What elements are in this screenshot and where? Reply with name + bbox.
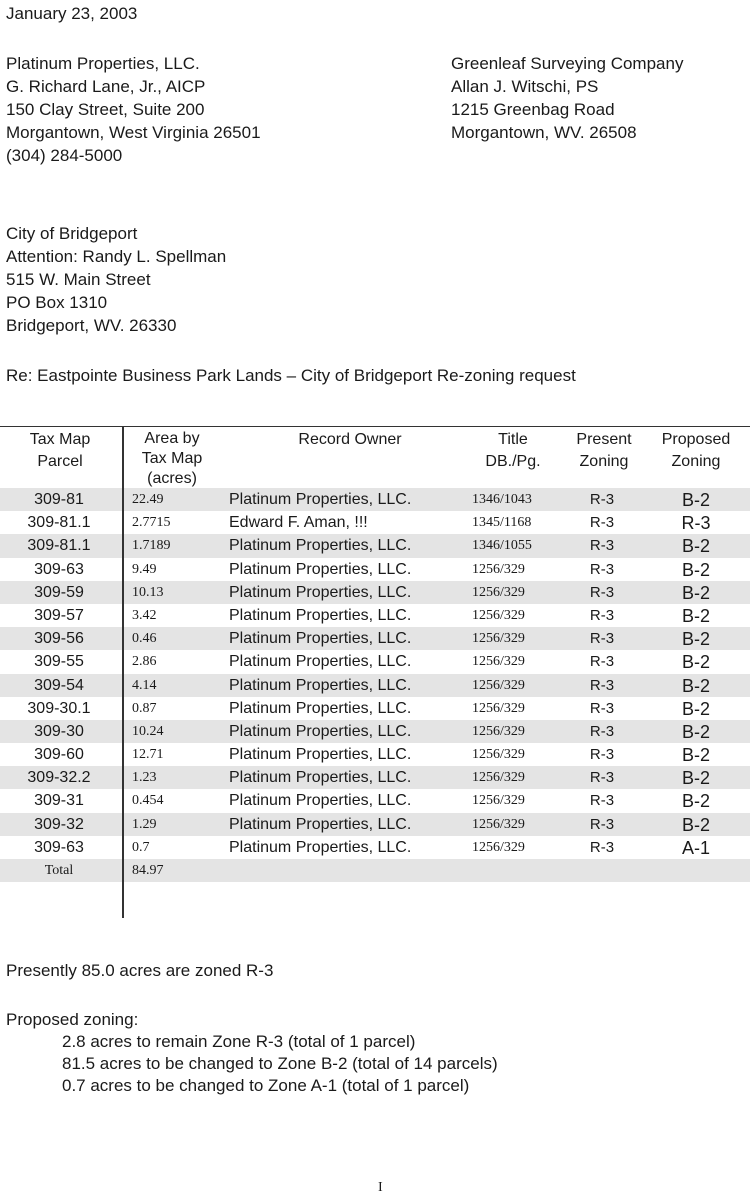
total-area: 84.97 <box>132 863 164 878</box>
cell-parcel: 309-55 <box>34 653 84 671</box>
cell-present: R-3 <box>589 792 615 810</box>
cell-owner: Edward F. Aman, !!! <box>229 514 368 532</box>
cell-proposed: A-1 <box>681 837 710 858</box>
cell-proposed: B-2 <box>681 629 710 650</box>
cell-proposed: B-2 <box>681 791 710 812</box>
table-row <box>0 813 750 836</box>
total-label: Total <box>44 863 74 878</box>
cell-title: 1256/329 <box>472 723 525 739</box>
cell-present: R-3 <box>589 491 615 508</box>
table-row <box>0 511 750 534</box>
cell-proposed: B-2 <box>681 814 710 835</box>
proposed-item: 2.8 acres to remain Zone R-3 (total of 1 parcel) <box>62 1032 416 1051</box>
cell-title: 1256/329 <box>472 654 525 670</box>
proposed-item: 0.7 acres to be changed to Zone A-1 (total of 1 parcel) <box>62 1076 470 1095</box>
table-row <box>0 743 750 766</box>
cell-parcel: 309-57 <box>34 606 84 624</box>
header-owner: Record Owner <box>298 431 402 448</box>
cell-present: R-3 <box>589 838 615 856</box>
cell-present: R-3 <box>589 653 615 671</box>
cell-owner: Platinum Properties, LLC. <box>229 746 412 764</box>
table-row <box>0 627 750 650</box>
column-divider <box>122 426 124 918</box>
cell-area: 1.29 <box>132 816 157 832</box>
cell-proposed: B-2 <box>681 698 710 719</box>
cell-title: 1346/1055 <box>472 538 532 554</box>
table-header <box>0 426 750 489</box>
cell-area: 10.24 <box>132 723 164 739</box>
cell-parcel: 309-32 <box>34 815 84 833</box>
table-total-row <box>0 859 750 882</box>
recipient-line: Attention: Randy L. Spellman <box>6 247 227 266</box>
cell-owner: Platinum Properties, LLC. <box>229 583 412 601</box>
cell-proposed: B-2 <box>681 652 710 673</box>
cell-parcel: 309-63 <box>34 838 84 856</box>
cell-owner: Platinum Properties, LLC. <box>229 560 412 578</box>
table-row <box>0 534 750 557</box>
cell-owner: Platinum Properties, LLC. <box>229 769 412 787</box>
letter-date: January 23, 2003 <box>6 4 138 23</box>
table-row <box>0 674 750 697</box>
cell-present: R-3 <box>589 769 615 787</box>
cell-owner: Platinum Properties, LLC. <box>229 676 412 694</box>
cell-parcel: 309-30 <box>34 722 84 740</box>
table-row <box>0 836 750 859</box>
page-number: I <box>378 1180 383 1195</box>
cell-proposed: B-2 <box>681 721 710 742</box>
table-row <box>0 581 750 604</box>
cell-parcel: 309-30.1 <box>27 699 91 717</box>
cell-owner: Platinum Properties, LLC. <box>229 815 412 833</box>
cell-owner: Platinum Properties, LLC. <box>229 630 412 648</box>
cell-present: R-3 <box>589 514 615 532</box>
cell-present: R-3 <box>589 815 615 833</box>
cell-area: 2.7715 <box>132 515 171 531</box>
cell-present: R-3 <box>589 560 615 578</box>
proposed-item: 81.5 acres to be changed to Zone B-2 (total of 14 parcels) <box>62 1054 498 1073</box>
table-row <box>0 604 750 627</box>
cell-present: R-3 <box>589 630 615 648</box>
cell-proposed: B-2 <box>681 605 710 626</box>
table-row <box>0 697 750 720</box>
cell-parcel: 309-81 <box>34 491 84 508</box>
sender-line: G. Richard Lane, Jr., AICP <box>6 77 206 96</box>
header-present-zoning: Present Zoning <box>576 431 632 470</box>
cell-owner: Platinum Properties, LLC. <box>229 699 412 717</box>
cell-parcel: 309-32.2 <box>27 769 91 787</box>
cell-area: 12.71 <box>132 747 164 763</box>
sender-address <box>6 52 261 167</box>
cell-title: 1256/329 <box>472 793 525 809</box>
cell-area: 0.7 <box>132 839 150 855</box>
cell-proposed: R-3 <box>681 513 711 534</box>
cell-owner: Platinum Properties, LLC. <box>229 537 412 555</box>
cell-present: R-3 <box>589 676 615 694</box>
cell-title: 1256/329 <box>472 770 525 786</box>
sender-line: Platinum Properties, LLC. <box>6 54 200 73</box>
recipient-address <box>6 222 226 337</box>
subject-line: Re: Eastpointe Business Park Lands – City of Bridgeport Re-zoning request <box>6 366 576 385</box>
cell-title: 1346/1043 <box>472 492 532 507</box>
cell-area: 3.42 <box>132 607 157 623</box>
cell-parcel: 309-60 <box>34 746 84 764</box>
cell-area: 1.23 <box>132 770 157 786</box>
cell-parcel: 309-59 <box>34 583 84 601</box>
cell-owner: Platinum Properties, LLC. <box>229 838 412 856</box>
cell-area: 1.7189 <box>132 538 171 554</box>
cell-parcel: 309-56 <box>34 630 84 648</box>
cell-owner: Platinum Properties, LLC. <box>229 792 412 810</box>
cell-title: 1256/329 <box>472 839 525 855</box>
recipient-line: PO Box 1310 <box>6 293 108 312</box>
recipient-line: 515 W. Main Street <box>6 270 151 289</box>
cell-proposed: B-2 <box>681 675 710 696</box>
cell-parcel: 309-81.1 <box>27 537 91 555</box>
table-row <box>0 766 750 789</box>
cell-area: 9.49 <box>132 561 157 577</box>
cell-present: R-3 <box>589 606 615 624</box>
table-row <box>0 720 750 743</box>
table-row <box>0 488 750 511</box>
surveyor-line: Allan J. Witschi, PS <box>451 77 599 96</box>
cell-proposed: B-2 <box>681 582 710 603</box>
cell-title: 1256/329 <box>472 677 525 693</box>
recipient-line: City of Bridgeport <box>6 224 138 243</box>
cell-title: 1256/329 <box>472 631 525 647</box>
cell-title: 1256/329 <box>472 816 525 832</box>
table-row <box>0 789 750 812</box>
header-title: Title DB./Pg. <box>485 431 541 470</box>
cell-area: 0.46 <box>132 631 157 647</box>
cell-owner: Platinum Properties, LLC. <box>229 491 412 508</box>
surveyor-address <box>451 52 683 144</box>
cell-area: 2.86 <box>132 654 157 670</box>
cell-title: 1256/329 <box>472 607 525 623</box>
cell-present: R-3 <box>589 583 615 601</box>
cell-owner: Platinum Properties, LLC. <box>229 722 412 740</box>
cell-parcel: 309-81.1 <box>27 514 91 532</box>
surveyor-line: Greenleaf Surveying Company <box>451 54 684 73</box>
cell-owner: Platinum Properties, LLC. <box>229 606 412 624</box>
cell-present: R-3 <box>589 746 615 764</box>
cell-proposed: B-2 <box>681 559 710 580</box>
cell-proposed: B-2 <box>681 745 710 766</box>
cell-title: 1256/329 <box>472 700 525 716</box>
cell-present: R-3 <box>589 537 615 555</box>
header-proposed-zoning: Proposed Zoning <box>661 431 731 470</box>
cell-present: R-3 <box>589 699 615 717</box>
cell-area: 0.87 <box>132 700 157 716</box>
cell-title: 1256/329 <box>472 747 525 763</box>
header-parcel: Tax Map Parcel <box>29 431 91 470</box>
cell-proposed: B-2 <box>681 536 710 557</box>
surveyor-line: Morgantown, WV. 26508 <box>451 123 637 142</box>
sender-line: Morgantown, West Virginia 26501 <box>6 123 261 142</box>
table-row <box>0 558 750 581</box>
cell-proposed: B-2 <box>681 768 710 789</box>
cell-title: 1256/329 <box>472 561 525 577</box>
cell-parcel: 309-54 <box>34 676 84 694</box>
cell-title: 1345/1168 <box>472 515 532 531</box>
cell-area: 22.49 <box>132 492 164 507</box>
cell-area: 0.454 <box>132 793 164 809</box>
cell-area: 10.13 <box>132 584 164 600</box>
header-area: Area by Tax Map (acres) <box>141 430 203 487</box>
proposed-heading: Proposed zoning: <box>6 1010 139 1029</box>
sender-line: 150 Clay Street, Suite 200 <box>6 100 205 119</box>
surveyor-line: 1215 Greenbag Road <box>451 100 615 119</box>
cell-present: R-3 <box>589 722 615 740</box>
cell-parcel: 309-31 <box>34 792 84 810</box>
table-body <box>0 488 750 882</box>
recipient-line: Bridgeport, WV. 26330 <box>6 316 177 335</box>
table-row <box>0 650 750 673</box>
cell-parcel: 309-63 <box>34 560 84 578</box>
sender-line: (304) 284-5000 <box>6 146 123 165</box>
cell-owner: Platinum Properties, LLC. <box>229 653 412 671</box>
cell-area: 4.14 <box>132 677 157 693</box>
proposed-list <box>62 1031 498 1097</box>
cell-title: 1256/329 <box>472 584 525 600</box>
cell-proposed: B-2 <box>681 490 710 510</box>
summary-text: Presently 85.0 acres are zoned R-3 <box>6 961 274 980</box>
